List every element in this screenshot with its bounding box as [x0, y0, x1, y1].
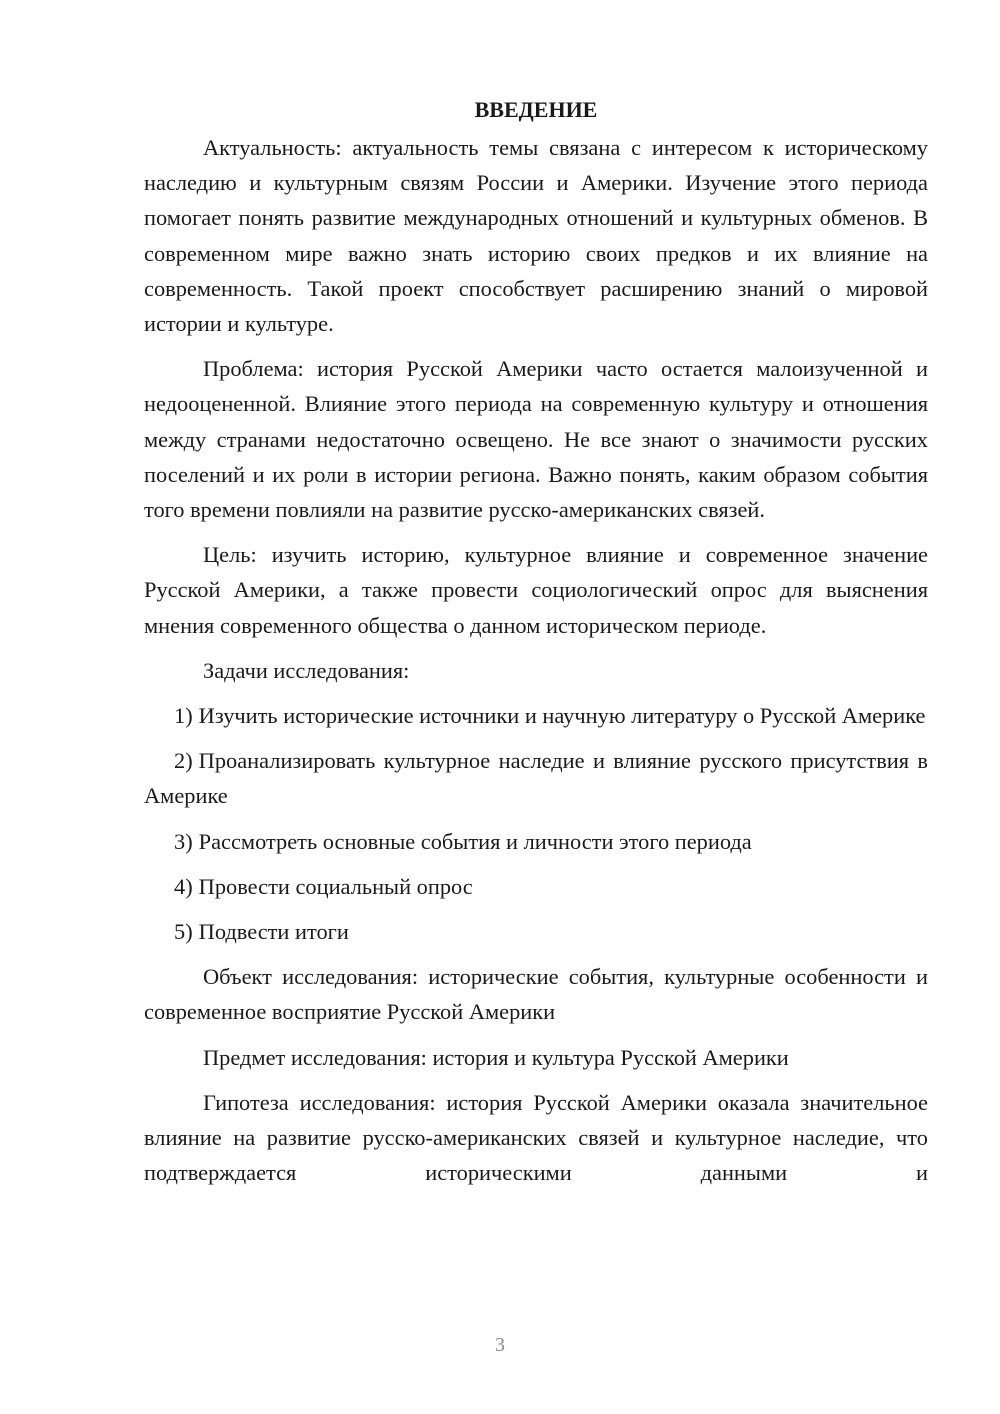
task-text: Провести социальный опрос — [198, 873, 473, 899]
paragraph-subject: Предмет исследования: история и культура Русской Америки — [203, 1044, 789, 1070]
task-item-2 — [144, 743, 928, 813]
task-number: 4) — [174, 873, 193, 899]
task-number: 5) — [174, 919, 193, 945]
task-item-1 — [144, 698, 928, 733]
page-number: 3 — [495, 1334, 505, 1356]
task-text: Проанализировать культурное наследие и влияние русского присутствия в Америке — [144, 748, 928, 809]
task-item-4 — [144, 869, 928, 904]
task-item-5 — [144, 914, 928, 949]
task-number: 3) — [174, 828, 193, 854]
task-number: 1) — [174, 703, 193, 729]
paragraph-hypothesis: Гипотеза исследования: история Русской Америки оказала значительное влияние на развитие русско-американских связей и культурное наследие, что подтверждается историческими данными и — [144, 1089, 928, 1186]
task-text: Изучить исторические источники и научную литературу о Русской Америке — [198, 703, 926, 729]
document-page — [144, 92, 928, 1190]
paragraph-goal: Цель: изучить историю, культурное влияние и современное значение Русской Америки, а также провести социологический опрос для выяснения мнения современного общества о данном историческом периоде. — [144, 542, 928, 638]
paragraph-problem: Проблема: история Русской Америки часто остается малоизученной и недооцененной. Влияние этого периода на современную культуру и отношения между странами недостаточно освещено. Не все знают о значимости русских поселений и их роли в истории региона. Важно понять, каким образом события того времени повлияли на развитие русско-американских связей. — [144, 356, 928, 523]
task-text: Подвести итоги — [198, 919, 349, 945]
tasks-heading: Задачи исследования: — [203, 657, 410, 683]
paragraph-object: Объект исследования: исторические события, культурные особенности и современное восприятие Русской Америки — [144, 964, 928, 1025]
task-number: 2) — [174, 748, 193, 774]
section-title: ВВЕДЕНИЕ — [474, 97, 598, 122]
paragraph-relevance: Актуальность: актуальность темы связана с интересом к историческому наследию и культурным связям России и Америки. Изучение этого периода помогает понять развитие международных отношений и культурных обменов. В современном мире важно знать историю своих предков и их влияние на современность. Такой проект способствует расширению знаний о мировой истории и культуре. — [144, 135, 928, 337]
task-item-3 — [144, 824, 928, 859]
task-text: Рассмотреть основные события и личности этого периода — [198, 828, 752, 854]
